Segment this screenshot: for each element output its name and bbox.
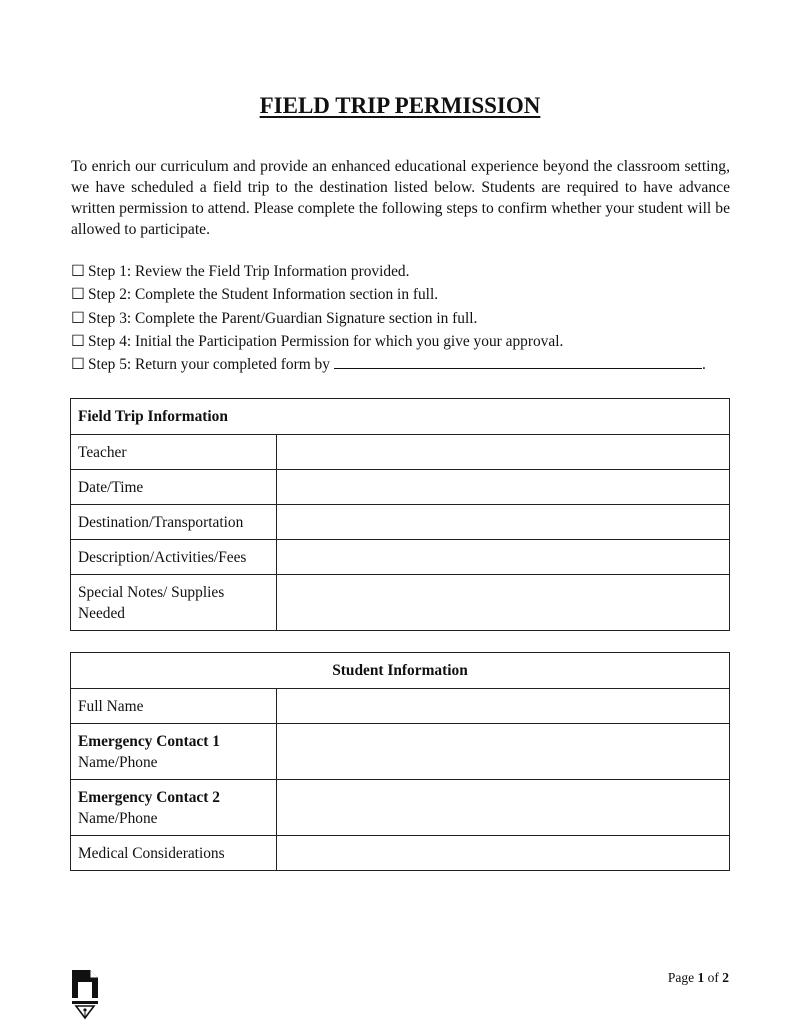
step-5-period: . xyxy=(701,356,706,374)
description-activities-fees-field[interactable] xyxy=(277,540,730,575)
date-time-label: Date/Time xyxy=(71,470,277,505)
page-total: 2 xyxy=(722,970,729,985)
step-4 xyxy=(71,330,731,353)
page-current: 1 xyxy=(697,970,705,985)
table-row xyxy=(71,724,730,780)
table-row xyxy=(71,836,730,871)
step-text: Step 5: Return your completed form by xyxy=(88,356,330,374)
table-row xyxy=(71,689,730,724)
emergency-contact-2-field[interactable] xyxy=(277,780,730,836)
table-row xyxy=(71,780,730,836)
teacher-field[interactable] xyxy=(277,435,730,470)
checkbox-icon[interactable]: ☐ xyxy=(71,332,85,350)
table-row xyxy=(71,470,730,505)
student-information-table xyxy=(70,652,730,871)
page-number xyxy=(668,970,729,986)
step-text: Step 2: Complete the Student Information section in full. xyxy=(88,286,439,304)
intro-paragraph: To enrich our curriculum and provide an enhanced educational experience beyond the classroom setting, we have scheduled a field trip to the destination listed below. Students are required to have advance written permission to attend. Please complete the following steps to confirm whether your student will be allowed to participate. xyxy=(71,158,730,238)
medical-considerations-label: Medical Considerations xyxy=(71,836,277,871)
emergency-contact-2-subtitle: Name/Phone xyxy=(78,809,158,827)
teacher-label: Teacher xyxy=(71,435,277,470)
table-row xyxy=(71,540,730,575)
medical-considerations-field[interactable] xyxy=(277,836,730,871)
field-trip-table-heading: Field Trip Information xyxy=(71,399,730,435)
emergency-contact-1-title: Emergency Contact 1 xyxy=(78,732,220,750)
step-text: Step 3: Complete the Parent/Guardian Signature section in full. xyxy=(88,309,478,327)
destination-transportation-field[interactable] xyxy=(277,505,730,540)
return-date-blank[interactable] xyxy=(334,356,702,369)
step-1 xyxy=(71,260,731,283)
emergency-contact-1-subtitle: Name/Phone xyxy=(78,753,158,771)
checkbox-icon[interactable]: ☐ xyxy=(71,263,85,280)
full-name-field[interactable] xyxy=(277,689,730,724)
step-text: Step 4: Initial the Participation Permission for which you give your approval. xyxy=(88,332,564,350)
destination-transportation-label: Destination/Transportation xyxy=(71,505,277,540)
step-3 xyxy=(71,307,731,330)
step-2 xyxy=(71,283,731,306)
step-text: Step 1: Review the Field Trip Information provided. xyxy=(88,263,410,280)
checkbox-icon[interactable]: ☐ xyxy=(71,356,85,374)
table-row xyxy=(71,575,730,631)
document-title: FIELD TRIP PERMISSION xyxy=(259,93,541,118)
emergency-contact-1-field[interactable] xyxy=(277,724,730,780)
checkbox-icon[interactable]: ☐ xyxy=(71,286,85,304)
full-name-label: Full Name xyxy=(71,689,277,724)
steps-checklist xyxy=(71,260,731,376)
checkbox-icon[interactable]: ☐ xyxy=(71,309,85,327)
pen-nib-logo-icon xyxy=(70,968,100,1020)
emergency-contact-1-label xyxy=(71,724,277,780)
student-table-heading: Student Information xyxy=(71,653,730,689)
field-trip-information-table xyxy=(70,398,730,631)
description-activities-fees-label: Description/Activities/Fees xyxy=(71,540,277,575)
emergency-contact-2-label xyxy=(71,780,277,836)
special-notes-label: Special Notes/ Supplies Needed xyxy=(71,575,277,631)
table-row xyxy=(71,435,730,470)
step-5 xyxy=(71,353,731,376)
page-of: of xyxy=(707,970,719,985)
date-time-field[interactable] xyxy=(277,470,730,505)
table-row xyxy=(71,505,730,540)
emergency-contact-2-title: Emergency Contact 2 xyxy=(78,788,220,806)
page-word: Page xyxy=(667,970,695,985)
special-notes-field[interactable] xyxy=(277,575,730,631)
